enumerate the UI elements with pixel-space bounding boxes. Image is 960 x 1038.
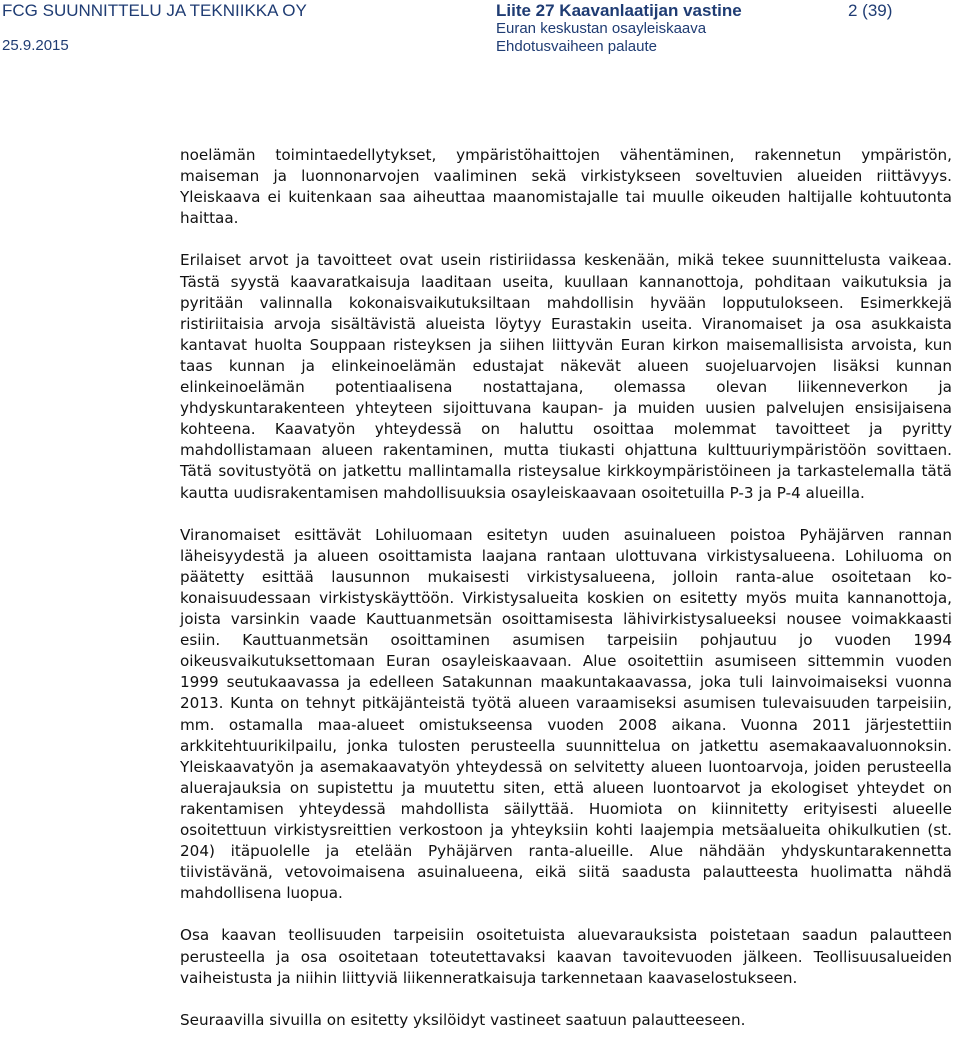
document-subtitle: Euran keskustan osayleiskaava (496, 20, 707, 37)
document-date: 25.9.2015 (2, 37, 69, 54)
body-paragraph: Erilaiset arvot ja tavoitteet ovat usein ristiriidassa keskenään, mikä tekee suunnittelusta vaikeaa. Tästä syystä kaavaratkaisuja laaditaan useita, kuullaan kannanottoja, pohditaan vaikutuksia ja pyritään valinnalla kokonaisvaikutuksiltaan mahdollisin hyvään lopputulokseen. Esimerkkejä ristiriitaisia arvoja sisältävistä alueista löytyy Eurastakin useita. Viranomaiset ja osa asukkaista kantavat huolta Souppaan risteyksen ja siihen liittyvän Euran kirkon maisemallisista arvoista, kun taas kunnan ja elinkeinoelämän edustajat näkevät alueen suojeluarvojen lisäksi kunnan elinkeinoelämän potentiaalisena nostattajana, olemassa olevan liikenneverkon ja yhdyskuntarakenteen yhteyteen sijoittuvana kaupan- ja muiden uusien palvelujen ensisijaisena kohteena. Kaavatyön yhteydessä on haluttu osoittaa molemmat tavoitteet ja pyritty mahdollistamaan alueen rakentaminen, mutta tiukasti ohjattuna kulttuuriympäristöön sovittaen. Tätä sovitustyötä on jatkettu mallintamalla risteysalue kirkkoympäristöineen ja tarkastelemalla tätä kautta uudisrakentamisen mahdollisuuksia osayleiskaavaan osoitetuilla P-3 ja P-4 alueilla. (180, 251, 952, 502)
body-paragraph: Viranomaiset esittävät Lohiluomaan esitetyn uuden asuinalueen poistoa Pyhäjärven rannan läheisyydestä ja alueen osoittamista laajana rantaan ulottuvana virkistysalueena. Lohiluoma on päätetty esittää lausunnon mukaisesti virkistysalueena, jolloin ranta-alue osoitetaan kokonaisuudessaan virkistyskäyttöön. Virkistysalueita koskien on esitetty myös muita kannanottoja, joista varsinkin vaade Kauttuanmetsän osoittamisesta lähivirkistysalueeksi nousee voimakkaasti esiin. Kauttuanmetsän osoittaminen asumisen tarpeisiin pohjautuu jo vuoden 1994 oikeusvaikutuksettomaan Euran osayleiskaavaan. Alue osoitettiin asumiseen sittemmin vuoden 1999 seutukaavassa ja edelleen Satakunnan maakuntakaavassa, joka tuli lainvoimaiseksi vuonna 2013. Kunta on tehnyt pitkäjänteistä työtä alueen varaamiseksi asumisen tulevaisuuden tarpeisiin, mm. ostamalla maa-alueet omistukseensa vuoden 2008 aikana. Vuonna 2011 järjestettiin arkkitehtuurikilpailu, jonka tulosten perusteella suunnittelua on jatkettu asemakaavaluonnoksin. Yleiskaavatyön ja asemakaavatyön yhteydessä on selvitetty alueen luontoarvoja, joiden perusteella aluerajauksia on supistettu ja muutettu siten, että alueen luontoarvot ja ekologiset yhteydet on rakentamisen yhteydessä mahdollista säilyttää. Huomiota on kiinnitetty erityisesti alueelle osoitettuun virkistysreittien verkostoon ja yhteyksiin kohti laajempia metsäalueita ohikulkutien (st. 204) itäpuolelle ja etelään Pyhäjärven ranta-alueille. Alue nähdään yhdyskuntarakennetta tiivistävänä, vetovoimaisena asuinalueena, eikä siitä saadusta palautteesta huolimatta nähdä mahdollisena luopua. (180, 525, 952, 903)
document-phase: Ehdotusvaiheen palaute (496, 38, 657, 55)
document-title: Liite 27 Kaavanlaatijan vastine (496, 1, 742, 20)
body-paragraph: noelämän toimintaedellytykset, ympäristöhaittojen vähentäminen, rakennetun ympäristön, maiseman ja luonnonarvojen vaaliminen sekä virkistykseen soveltuvien alueiden riittävyys. Yleiskaava ei kuitenkaan saa aiheuttaa maanomistajalle tai muulle oikeuden haltijalle kohtuutonta haittaa. (180, 146, 952, 228)
body-paragraph: Osa kaavan teollisuuden tarpeisiin osoitetuista aluevarauksista poistetaan saadun palautteen perusteella ja osa osoitetaan toteutettavaksi kaavan tavoitevuoden jälkeen. Teollisuusalueiden vaiheistusta ja niihin liittyviä liikenneratkaisuja tarkennetaan kaavaselostukseen. (180, 926, 952, 987)
body-paragraph: Seuraavilla sivuilla on esitetty yksilöidyt vastineet saatuun palautteeseen. (180, 1010, 746, 1029)
page-header (0, 0, 960, 62)
company-name: FCG SUUNNITTELU JA TEKNIIKKA OY (2, 1, 307, 20)
document-body (180, 145, 952, 1031)
page-number: 2 (39) (848, 1, 893, 20)
